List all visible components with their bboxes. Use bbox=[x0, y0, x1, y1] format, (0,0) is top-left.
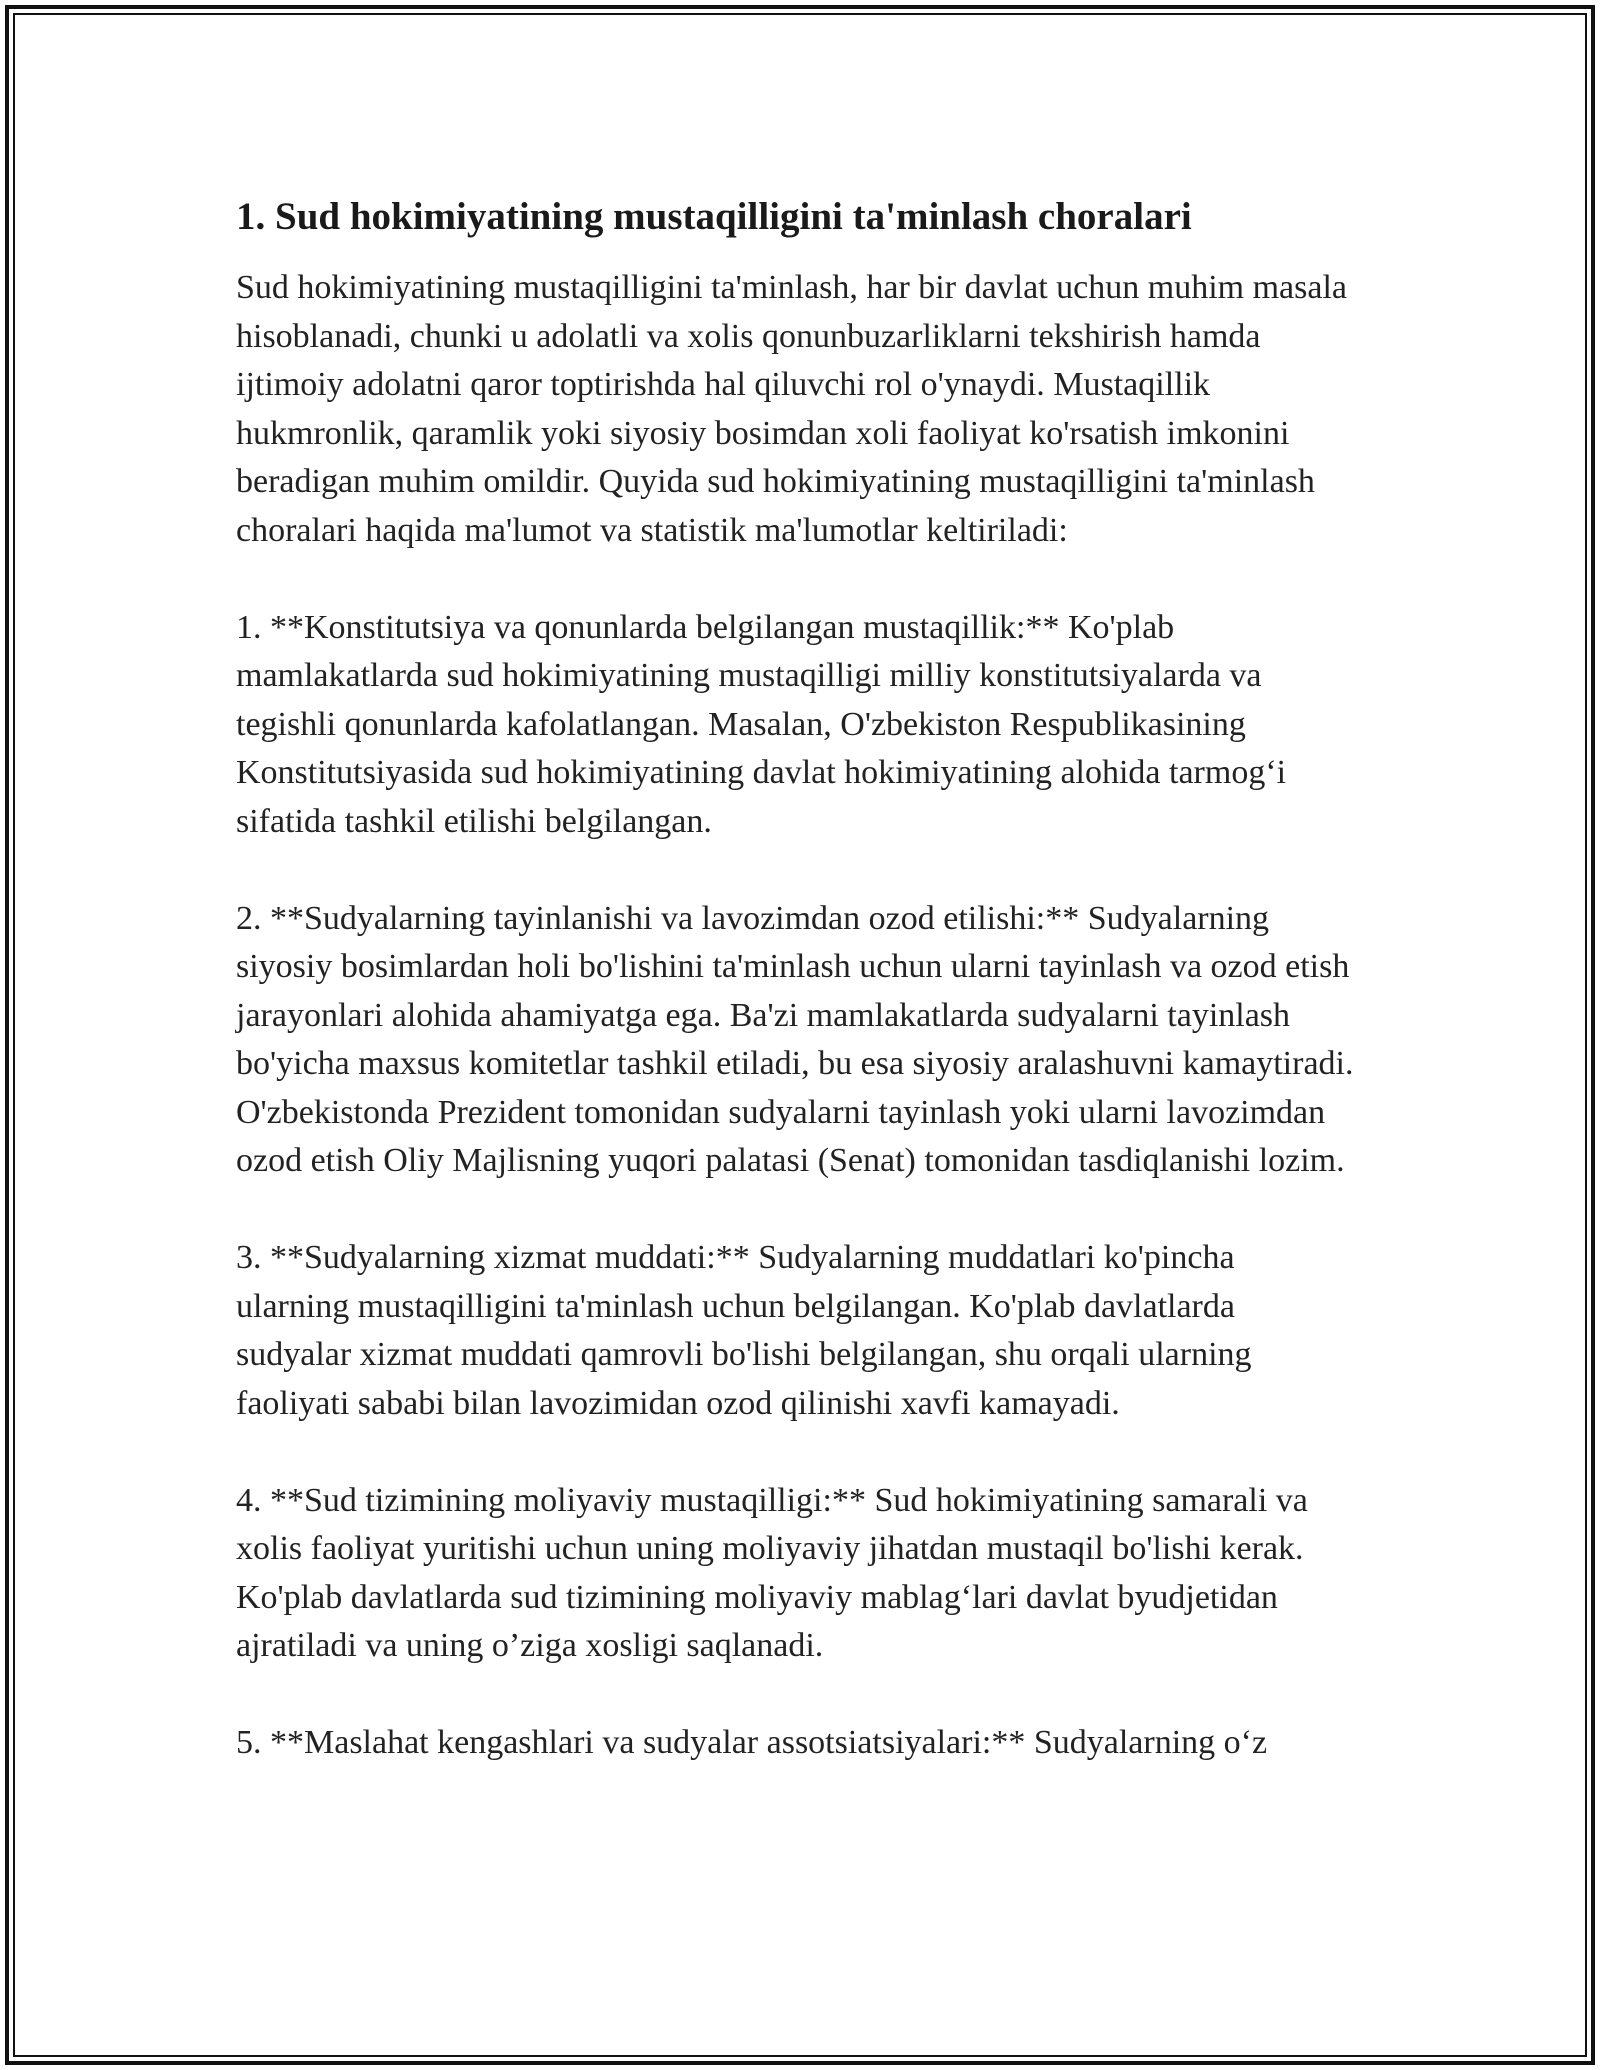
list-item: 5. **Maslahat kengashlari va sudyalar assotsiatsiyalari:** Sudyalarning o‘z bbox=[236, 1724, 1268, 1761]
list-item: 3. **Sudyalarning xizmat muddati:** Sudyalarning muddatlari ko'pincha ularning mustaqilligini ta'minlash uchun belgilangan. Ko'plab davlatlarda sudyalar xizmat muddati qamrovli bo'lishi belgilangan, shu orqali ularning faoliyati sababi bilan lavozimidan ozod qilinishi xavfi kamayadi. bbox=[236, 1239, 1252, 1422]
list-item: 4. **Sud tizimining moliyaviy mustaqilligi:** Sud hokimiyatining samarali va xolis faoliyat yuritishi uchun uning moliyaviy jihatdan mustaqil bo'lishi kerak. Ko'plab davlatlarda sud tizimining moliyaviy mablag‘lari davlat byudjetidan ajratiladi va uning o’ziga xosligi saqlanadi. bbox=[236, 1481, 1308, 1664]
document-body bbox=[236, 180, 1356, 1816]
list-item: 1. **Konstitutsiya va qonunlarda belgilangan mustaqillik:** Ko'plab mamlakatlarda sud hokimiyatining mustaqilligi milliy konstitutsiyalarda va tegishli qonunlarda kafolatlangan. Masalan, O'zbekiston Respublikasining Konstitutsiyasida sud hokimiyatining davlat hokimiyatining alohida tarmog‘i sifatida tashkil etilishi belgilangan. bbox=[236, 608, 1287, 840]
list-item: 2. **Sudyalarning tayinlanishi va lavozimdan ozod etilishi:** Sudyalarning siyosiy bosimlardan holi bo'lishini ta'minlash uchun ularni tayinlash va ozod etish jarayonlari alohida ahamiyatga ega. Ba'zi mamlakatlarda sudyalarni tayinlash bo'yicha maxsus komitetlar tashkil etiladi, bu esa siyosiy aralashuvni kamaytiradi. O'zbekistonda Prezident tomonidan sudyalarni tayinlash yoki ularni lavozimdan ozod etish Oliy Majlisning yuqori palatasi (Senat) tomonidan tasdiqlanishi lozim. bbox=[236, 899, 1354, 1179]
document-title: 1. Sud hokimiyatining mustaqilligini ta'minlash choralari bbox=[236, 195, 1192, 238]
intro-paragraph: Sud hokimiyatining mustaqilligini ta'minlash, har bir davlat uchun muhim masala hisoblanadi, chunki u adolatli va xolis qonunbuzarliklarni tekshirish hamda ijtimoiy adolatni qaror toptirishda hal qiluvchi rol o'ynaydi. Mustaqillik hukmronlik, qaramlik yoki siyosiy bosimdan xoli faoliyat ko'rsatish imkonini beradigan muhim omildir. Quyida sud hokimiyatining mustaqilligini ta'minlash choralari haqida ma'lumot va statistik ma'lumotlar keltiriladi: bbox=[236, 269, 1347, 549]
